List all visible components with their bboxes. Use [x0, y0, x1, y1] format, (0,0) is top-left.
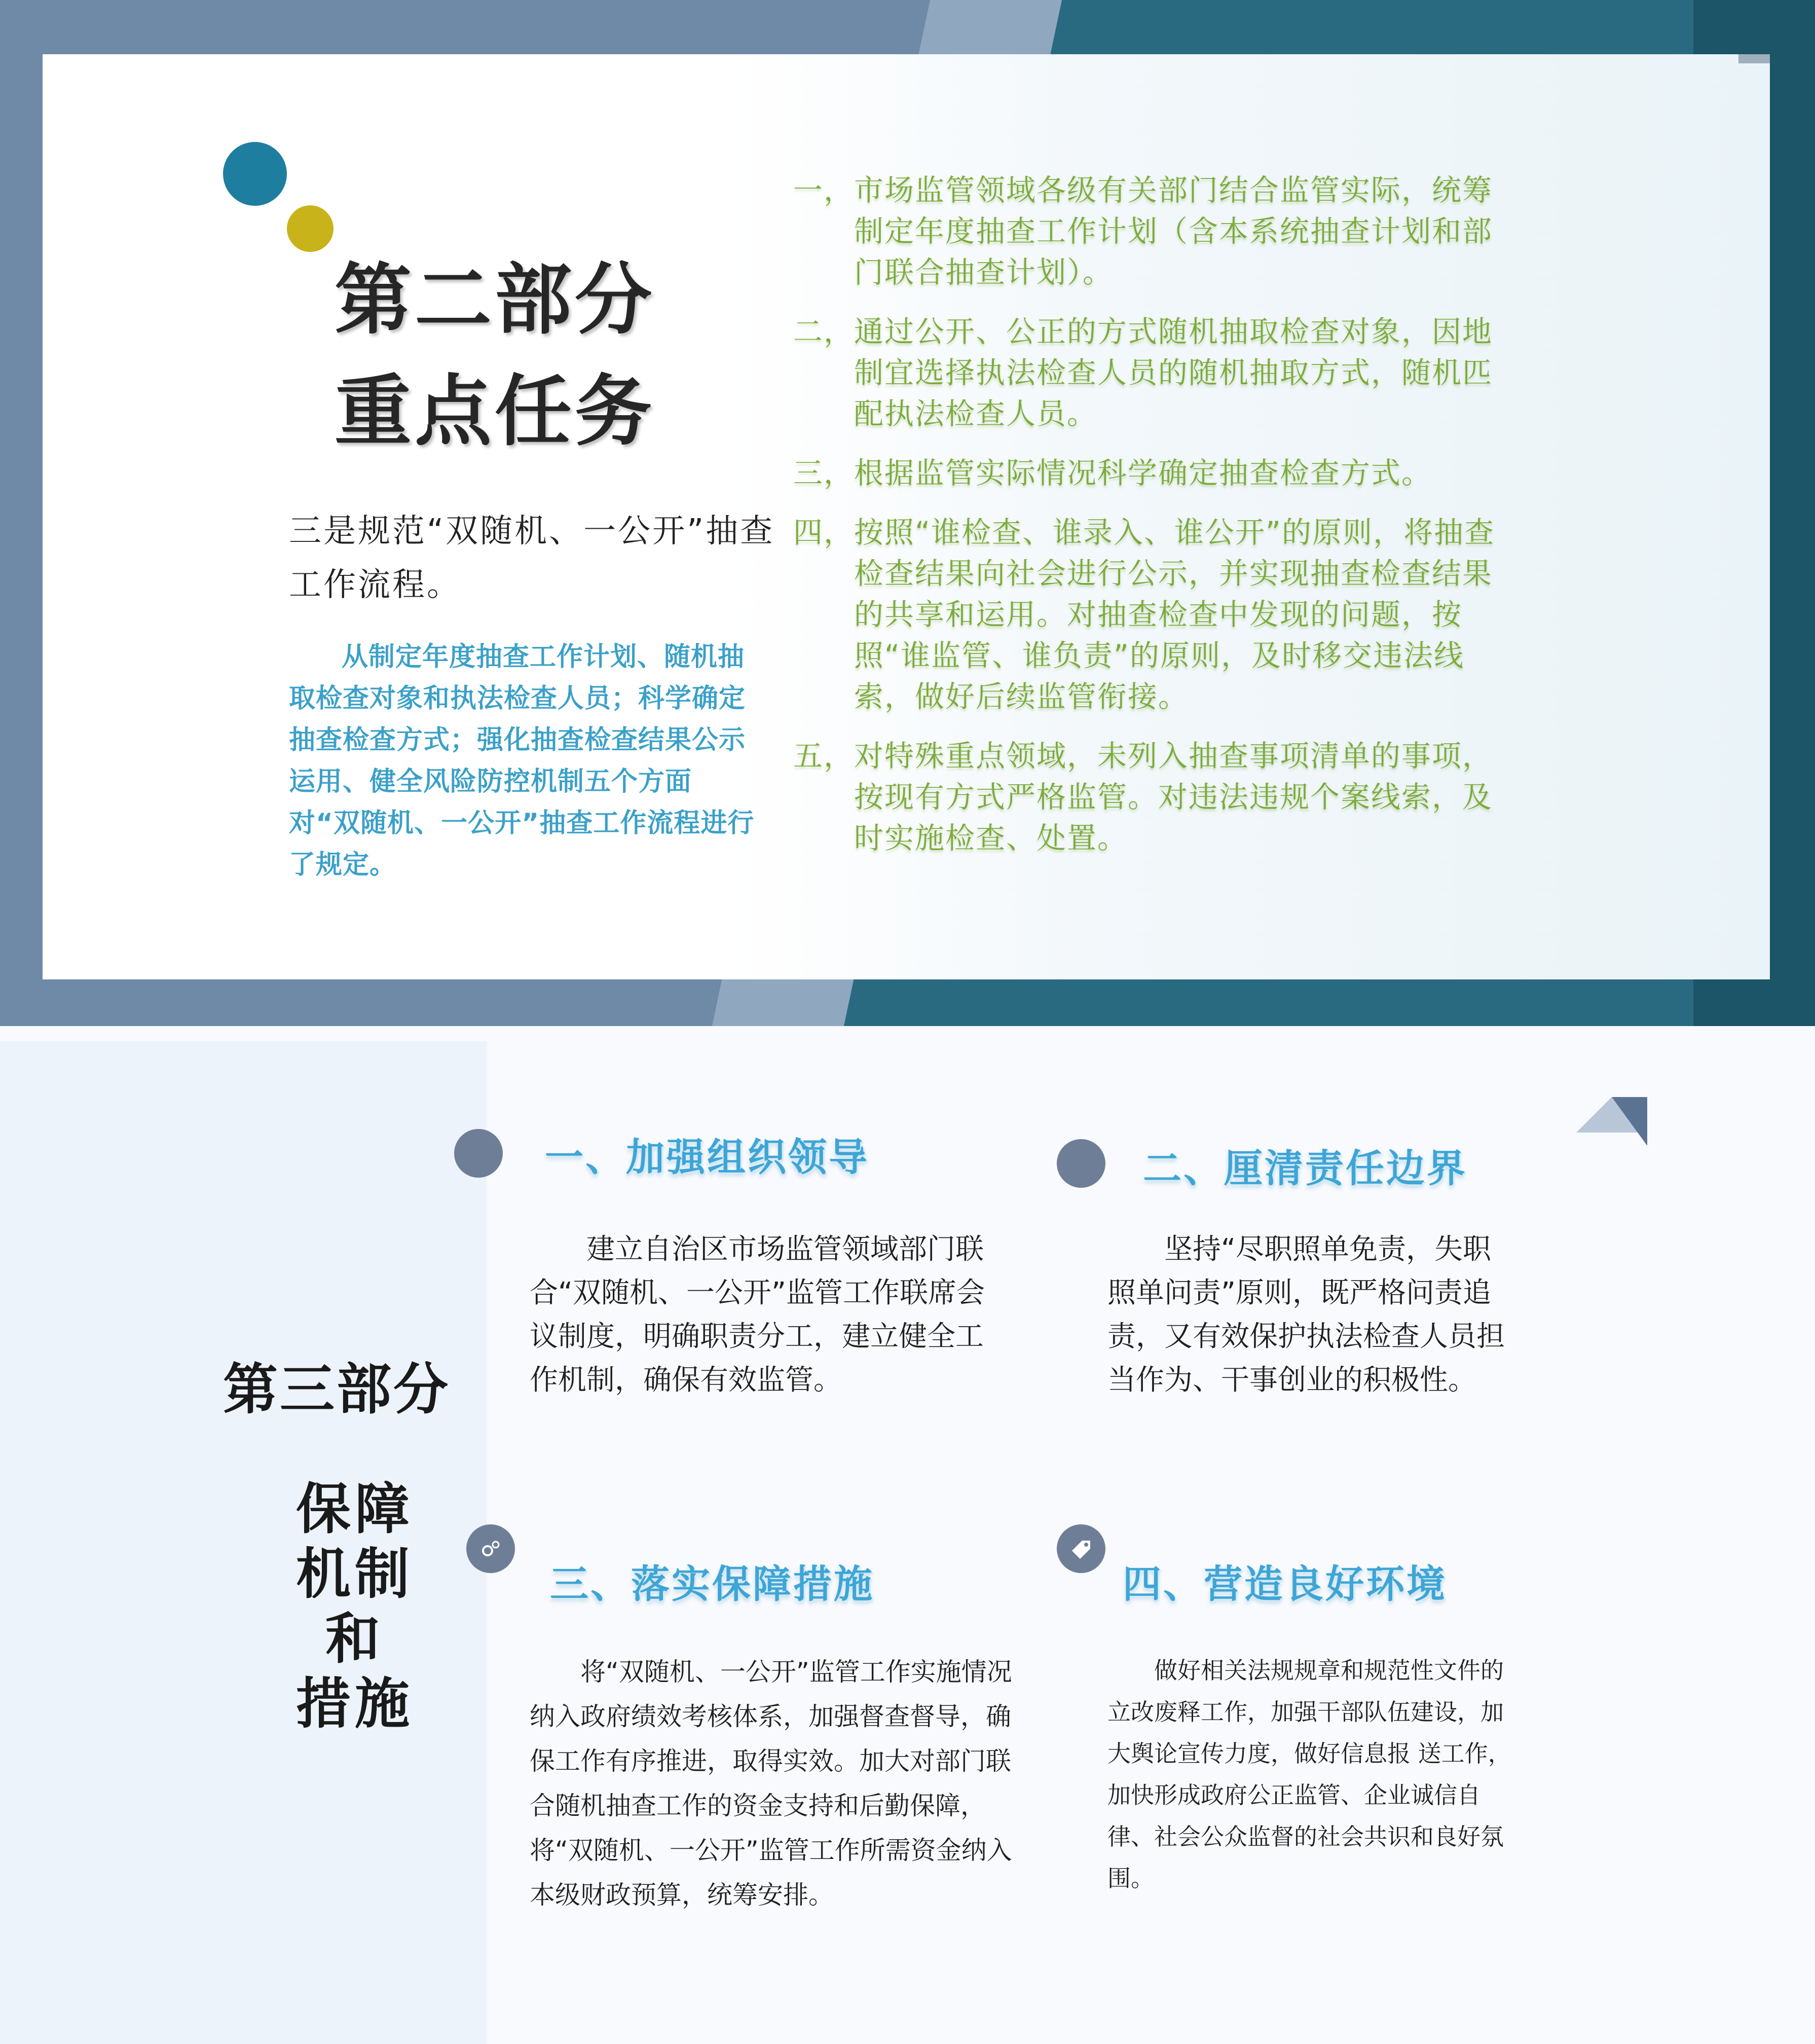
section-heading-environment: 四、营造良好环境 — [1123, 1561, 1447, 1607]
task-item — [793, 311, 1503, 434]
corner-triangle-icon — [1576, 1097, 1647, 1146]
slide-safeguards — [0, 1026, 1815, 2044]
task-number: 四， — [793, 515, 855, 550]
section-title-line2: 重点任务 — [335, 367, 655, 456]
task-item — [793, 512, 1503, 717]
intro-heading: 三是规范“双随机、一公开”抽查工作流程。 — [289, 513, 775, 604]
intro-summary: 从制定年度抽查工作计划、随机抽取检查对象和执法检查人员；科学确定抽查检查方式；强化抽查检查结果公示运用、健全风险防控机制五个方面对“双随机、一公开”抽查工作流程进行了规定。 — [289, 642, 755, 880]
circle-icon — [1057, 1139, 1105, 1188]
task-text: 根据监管实际情况科学确定抽查检查方式。 — [854, 456, 1432, 490]
section-subtitle — [284, 1477, 426, 1737]
task-item — [793, 453, 1503, 494]
task-text: 对特殊重点领域，未列入抽查事项清单的事项，按现有方式严格监管。对违法违规个案线索，及时实施检查、处置。 — [854, 739, 1493, 855]
subtitle-line: 和 — [325, 1608, 384, 1671]
section-title: 第三部分 — [223, 1358, 451, 1421]
tag-icon — [1057, 1524, 1105, 1573]
card-tab-decoration — [1738, 54, 1770, 63]
subtitle-line: 保障 — [295, 1478, 414, 1541]
decorative-dot-blue — [223, 142, 287, 206]
decorative-dot-yellow — [287, 205, 334, 252]
subtitle-line: 机制 — [295, 1543, 414, 1606]
section-heading-responsibility: 二、厘清责任边界 — [1143, 1146, 1467, 1191]
section-body-organization: 建立自治区市场监管领域部门联合“双随机、一公开”监管工作联席会议制度，明确职责分工，建立健全工作机制，确保有效监管。 — [530, 1233, 985, 1397]
task-text: 市场监管领域各级有关部门结合监管实际，统筹制定年度抽查工作计划（含本系统抽查计划和部门联合抽查计划）。 — [854, 173, 1493, 289]
task-list — [793, 170, 1503, 877]
section-heading-safeguards: 三、落实保障措施 — [550, 1561, 874, 1607]
task-number: 二， — [793, 314, 855, 349]
task-number: 五， — [793, 739, 855, 773]
section-heading-organization: 一、加强组织领导 — [545, 1135, 869, 1180]
task-text: 通过公开、公正的方式随机抽取检查对象，因地制宜选择执法检查人员的随机抽取方式，随机匹配执法检查人员。 — [854, 314, 1493, 431]
circle-icon — [454, 1129, 503, 1178]
task-number: 一， — [793, 173, 855, 207]
task-text: 按照“谁检查、谁录入、谁公开”的原则，将抽查检查结果向社会进行公示，并实现抽查检查结果的共享和运用。对抽查检查中发现的问题，按照“谁监管、谁负责”的原则，及时移交违法线索，做好后续监管衔接。 — [854, 515, 1495, 714]
section-title-line1: 第二部分 — [335, 255, 655, 345]
settings-icon — [466, 1524, 515, 1573]
subtitle-line: 措施 — [295, 1672, 414, 1736]
section-body-responsibility: 坚持“尽职照单免责，失职照单问责”原则，既严格问责追责，又有效保护执法检查人员担当作为、干事创业的积极性。 — [1107, 1233, 1505, 1397]
task-item — [793, 170, 1503, 293]
task-number: 三， — [793, 456, 855, 490]
section-body-environment: 做好相关法规规章和规范性文件的立改废释工作，加强干部队伍建设，加大舆论宣传力度，做好信息报 送工作，加快形成政府公正监管、企业诚信自律、社会公众监督的社会共识和良好氛围。 — [1107, 1657, 1511, 1892]
section-body-safeguards: 将“双随机、一公开”监管工作实施情况纳入政府绩效考核体系，加强督查督导，确保工作有序推进，取得实效。加大对部门联合随机抽查工作的资金支持和后勤保障，将“双随机、一公开”监管工作所需资金纳入本级财政预算，统筹安排。 — [530, 1657, 1012, 1910]
task-item — [793, 736, 1503, 859]
